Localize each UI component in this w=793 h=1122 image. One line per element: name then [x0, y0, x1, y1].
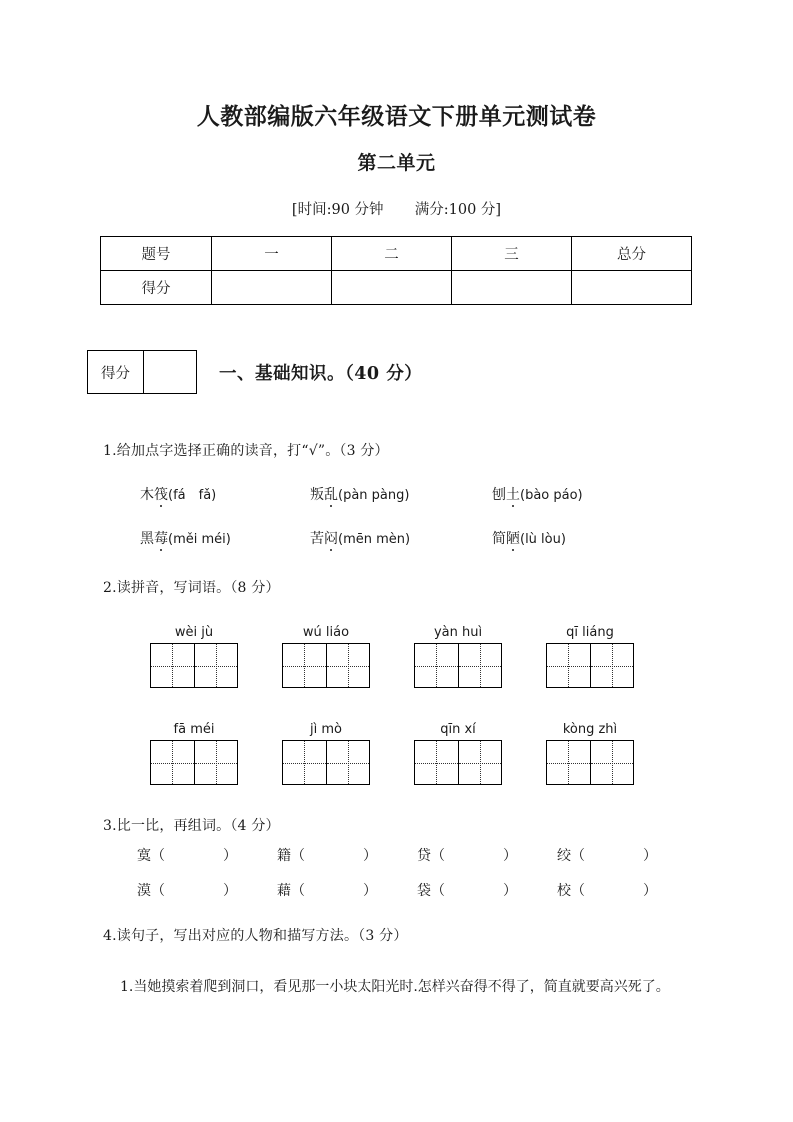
compare-word-item[interactable]	[277, 845, 417, 865]
question-3-row-1	[137, 845, 747, 865]
table-row-scores	[101, 271, 692, 305]
choice-word-marked: 莓	[154, 528, 168, 548]
grid-pinyin-label: yàn huì	[433, 625, 483, 640]
section-score-label: 得分	[88, 351, 144, 393]
writing-cell[interactable]	[194, 644, 238, 687]
grid-pinyin-label: wú liáo	[302, 625, 350, 640]
compare-char: 漠（	[137, 883, 165, 899]
compare-word-item[interactable]	[137, 880, 277, 900]
exam-meta	[0, 198, 793, 219]
writing-cell[interactable]	[547, 644, 590, 687]
choice-word-marked: 筏	[154, 484, 168, 504]
score-table-col-2: 三	[452, 237, 572, 271]
choice-pinyin: (fá fǎ)	[168, 488, 217, 503]
question-2-grid-row-2	[150, 722, 760, 785]
choice-pinyin: (mēn mèn)	[338, 532, 411, 547]
choice-item[interactable]	[310, 484, 492, 504]
question-4-stem: 4.读句子，写出对应的人物和描写方法。（3 分）	[103, 928, 408, 944]
paren-close: ）	[643, 848, 657, 864]
writing-cell[interactable]	[458, 741, 502, 784]
paren-close: ）	[503, 883, 517, 899]
question-1-stem: 1.给加点字选择正确的读音，打“√”。（3 分）	[103, 443, 389, 459]
choice-pinyin: (bào páo)	[520, 488, 583, 503]
writing-cell[interactable]	[547, 741, 590, 784]
writing-cell[interactable]	[283, 741, 326, 784]
choice-word-prefix: 黑	[140, 531, 154, 547]
grid-pinyin-label: qīn xí	[440, 722, 476, 737]
exam-total-score: 满分:100 分]	[414, 202, 502, 218]
score-table	[100, 236, 692, 305]
paren-close: ）	[363, 848, 377, 864]
choice-word-prefix: 木	[140, 487, 154, 503]
choice-item[interactable]	[140, 484, 310, 504]
choice-word-prefix: 简	[492, 531, 506, 547]
paren-close: ）	[223, 883, 237, 899]
writing-cell[interactable]	[151, 644, 194, 687]
grid-pinyin-label: qī liáng	[566, 625, 614, 640]
section-header	[87, 350, 422, 394]
compare-word-item[interactable]	[417, 845, 557, 865]
compare-char: 籍（	[277, 848, 305, 864]
writing-grid[interactable]	[546, 740, 634, 785]
question-2-grid-row-1	[150, 625, 760, 688]
section-title: 一、基础知识。（40 分）	[219, 363, 423, 384]
writing-grid[interactable]	[150, 740, 238, 785]
compare-word-item[interactable]	[557, 845, 697, 865]
choice-item[interactable]	[310, 528, 492, 548]
question-1-row-2	[140, 528, 740, 548]
compare-char: 绞（	[557, 848, 585, 864]
writing-cell[interactable]	[415, 644, 458, 687]
choice-word-prefix: 叛	[310, 487, 324, 503]
writing-grid[interactable]	[414, 643, 502, 688]
score-table-col-0: 一	[212, 237, 332, 271]
choice-item[interactable]	[140, 528, 310, 548]
pinyin-grid-group	[414, 722, 546, 785]
table-row-header	[101, 237, 692, 271]
compare-char: 校（	[557, 883, 585, 899]
score-table-row-label-1: 得分	[101, 271, 212, 305]
question-3-stem: 3.比一比，再组词。（4 分）	[103, 818, 280, 834]
pinyin-grid-group	[414, 625, 546, 688]
choice-pinyin: (lù lòu)	[520, 532, 566, 547]
writing-cell[interactable]	[283, 644, 326, 687]
score-table-col-3: 总分	[572, 237, 692, 271]
grid-pinyin-label: fā méi	[173, 722, 215, 737]
choice-pinyin: (pàn pàng)	[338, 488, 410, 503]
choice-word-marked: 陋	[506, 528, 520, 548]
writing-cell[interactable]	[194, 741, 238, 784]
paren-close: ）	[643, 883, 657, 899]
writing-grid[interactable]	[150, 643, 238, 688]
pinyin-grid-group	[282, 625, 414, 688]
writing-grid[interactable]	[414, 740, 502, 785]
page-subtitle: 第二单元	[357, 152, 436, 174]
pinyin-grid-group	[546, 722, 678, 785]
paren-close: ）	[363, 883, 377, 899]
grid-pinyin-label: kòng zhì	[562, 722, 618, 737]
question-2-stem: 2.读拼音，写词语。（8 分）	[103, 580, 280, 596]
question-1-row-1	[140, 484, 740, 504]
score-cell-1[interactable]	[332, 271, 452, 305]
writing-cell[interactable]	[590, 644, 634, 687]
choice-item[interactable]	[492, 484, 662, 504]
writing-cell[interactable]	[415, 741, 458, 784]
writing-grid[interactable]	[546, 643, 634, 688]
score-cell-3[interactable]	[572, 271, 692, 305]
score-cell-0[interactable]	[212, 271, 332, 305]
pinyin-grid-group	[546, 625, 678, 688]
page-title: 人教部编版六年级语文下册单元测试卷	[196, 103, 597, 130]
compare-word-item[interactable]	[557, 880, 697, 900]
pinyin-grid-group	[150, 722, 282, 785]
compare-word-item[interactable]	[417, 880, 557, 900]
choice-word-marked: 闷	[324, 528, 338, 548]
compare-char: 袋（	[417, 883, 445, 899]
section-score-input[interactable]	[144, 351, 196, 393]
choice-word-marked: 土	[506, 484, 520, 504]
section-score-box	[87, 350, 197, 394]
question-4-sentence: 1.当她摸索着爬到洞口，看见那一小块太阳光时.怎样兴奋得不得了，简直就要高兴死了。	[120, 979, 670, 995]
pinyin-grid-group	[282, 722, 414, 785]
choice-word-marked: 乱	[324, 484, 338, 504]
writing-cell[interactable]	[151, 741, 194, 784]
compare-char: 寞（	[137, 848, 165, 864]
paren-close: ）	[223, 848, 237, 864]
pinyin-grid-group	[150, 625, 282, 688]
compare-word-item[interactable]	[137, 845, 277, 865]
compare-char: 藉（	[277, 883, 305, 899]
grid-pinyin-label: jì mò	[310, 722, 342, 737]
score-table-row-label-0: 题号	[101, 237, 212, 271]
score-cell-2[interactable]	[452, 271, 572, 305]
writing-cell[interactable]	[590, 741, 634, 784]
paren-close: ）	[503, 848, 517, 864]
exam-time: [时间:90 分钟	[291, 202, 384, 218]
writing-grid[interactable]	[282, 643, 370, 688]
compare-char: 贷（	[417, 848, 445, 864]
score-table-col-1: 二	[332, 237, 452, 271]
writing-cell[interactable]	[326, 644, 370, 687]
writing-cell[interactable]	[458, 644, 502, 687]
choice-item[interactable]	[492, 528, 662, 548]
compare-word-item[interactable]	[277, 880, 417, 900]
question-3-row-2	[137, 880, 747, 900]
choice-word-prefix: 刨	[492, 487, 506, 503]
grid-pinyin-label: wèi jù	[174, 625, 214, 640]
choice-word-prefix: 苦	[310, 531, 324, 547]
writing-grid[interactable]	[282, 740, 370, 785]
writing-cell[interactable]	[326, 741, 370, 784]
choice-pinyin: (měi méi)	[168, 532, 231, 547]
